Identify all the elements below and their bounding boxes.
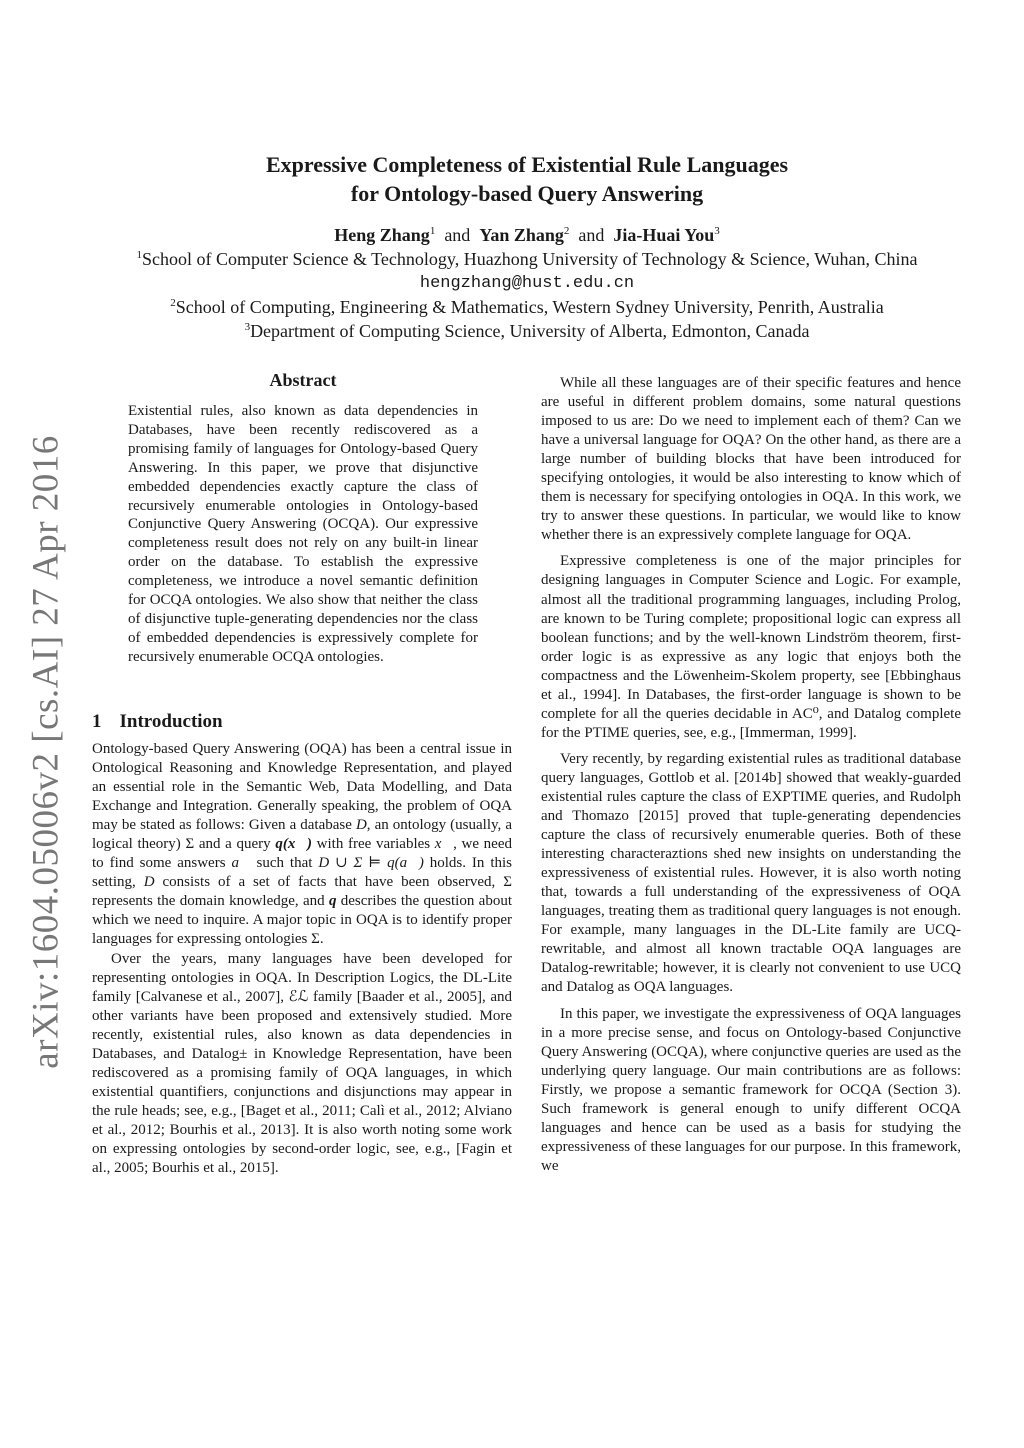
intro-paragraph-3: While all these languages are of their specific features and hence are useful in different problem domains, some natural questions imposed to us are: Do we need to implement each of them? Can we have a universal language for OQA? On the other hand, as there are a large number of building blocks that have been introduced for specifying ontologies, it would be also interesting to know which of them is necessary for specifying ontologies in OQA. In this work, we try to answer these questions. In particular, we would like to know whether there is an expressively complete language for OQA. xyxy=(541,375,961,544)
affil-text: Department of Computing Science, University of Alberta, Edmonton, Canada xyxy=(250,321,810,341)
author-separator: and xyxy=(444,225,471,245)
section-heading xyxy=(92,711,241,733)
affil-mark: 2 xyxy=(170,297,176,309)
author-name: Jia-Huai You xyxy=(613,225,715,245)
intro-paragraph-2: Over the years, many languages have been developed for representing ontologies in OQA. In Description Logics, the DL-Lite family [Calvanese et al., 2007], ℰℒ family [Baader et al., 2005], and other variants have been proposed and extensively studied. More recently, existential rules, also known as data dependencies in Databases, and Datalog± in Knowledge Representation, have been rediscovered as a promising family of OQA languages, in which existential quantifiers, conjunctions and disjunctions may appear in the rule heads; see, e.g., [Baget et al., 2011; Calì et al., 2012; Alviano et al., 2012; Bourhis et al., 2013]. It is also worth noting some work on expressing ontologies by second-order logic, see, e.g., [Fagin et al., 2005; Bourhis et al., 2015]. xyxy=(92,950,512,1177)
affil-mark: 1 xyxy=(136,249,143,261)
intro-paragraph-1: Ontology-based Query Answering (OQA) has been a central issue in Ontological Reasoning and Knowledge Representation, and played an essential role in the Semantic Web, Data Modelling, and Data Exchange and Integration. Generally speaking, the problem of OQA may be stated as follows: Given a database D, an ontology (usually, a logical theory) Σ and a query q(x⃗) with free variables x⃗, we need to find some answers a⃗ such that D ∪ Σ ⊨ q(a⃗) holds. In this setting, D consists of a set of facts that have been observed, Σ represents the domain knowledge, and q describes the question about which we need to inquire. A major topic in OQA is to identify proper languages for expressing ontologies Σ. xyxy=(92,741,513,948)
author-list xyxy=(0,222,1024,248)
section-title: Introduction xyxy=(119,711,223,732)
affil-mark: 3 xyxy=(244,321,251,333)
abstract-heading: Abstract xyxy=(269,370,337,390)
section-number: 1 xyxy=(92,711,102,732)
abstract-body: Existential rules, also known as data dependencies in Databases, have been recently rediscovered as a promising family of languages for Ontology-based Query Answering. In this paper, we prove that disjunctive embedded dependencies exactly capture the class of recursively enumerable ontologies in Ontology-based Conjunctive Query Answering (OCQA). Our expressive completeness result does not rely on any built-in linear order on the database. To establish the expressive completeness, we introduce a novel semantic definition for OCQA ontologies. We also show that neither the class of disjunctive tuple-generating dependencies nor the class of embedded dependencies is expressively complete for recursively enumerable OCQA ontologies. xyxy=(128,403,478,665)
author-name: Yan Zhang xyxy=(479,225,564,245)
affiliation-2 xyxy=(0,295,1024,319)
paper-title-line1: Expressive Completeness of Existential Rule Languages xyxy=(265,152,789,177)
affil-text: School of Computing, Engineering & Mathematics, Western Sydney University, Penrith, Australia xyxy=(175,297,884,317)
author-name: Heng Zhang xyxy=(334,225,430,245)
affiliation-1 xyxy=(0,247,1024,271)
author-affil-mark: 2 xyxy=(563,225,570,237)
right-column xyxy=(541,374,961,1176)
affil-text: School of Computer Science & Technology, Huazhong University of Technology & Science, Wuhan, China xyxy=(142,249,918,269)
author-email[interactable]: hengzhang@hust.edu.cn xyxy=(419,274,635,293)
intro-paragraph-5: Very recently, by regarding existential rules as traditional database query languages, Gottlob et al. [2014b] showed that weakly-guarded existential rules capture the class of EXPTIME queries, and Rudolph and Thomazo [2015] proved that tuple-generating dependencies capture the class of recursively enumerable queries. Both of these interesting characteraztions shed new insights on understanding the expressiveness of existential rules. However, it is also worth noting that, towards a full understanding of the expressiveness of OQA languages, treating them as traditional query languages is not enough. For example, many languages in the DL-Lite family are UCQ-rewritable, and almost all known tractable OQA languages are Datalog-rewritable; however, it is clearly not convenient to use UCQ and Datalog as OQA languages. xyxy=(541,750,961,996)
intro-paragraph-6: In this paper, we investigate the expressiveness of OQA languages in a more precise sense, and focus on Ontology-based Conjunctive Query Answering (OCQA), where conjunctive queries are used as the underlying query language. Our main contributions are as follows: Firstly, we propose a semantic framework for OCQA (Section 3). Such framework is general enough to unify different OCQA languages and hence can be used as a basis for studying the expressiveness of these languages for our purpose. In this framework, we xyxy=(541,1005,961,1174)
intro-paragraph-4: Expressive completeness is one of the major principles for designing languages in Computer Science and Logic. For example, almost all the traditional programming languages, including Prolog, are known to be Turing complete; propositional logic can express all boolean functions; and by the well-known Lindström theorem, first-order logic is as expressive as any logic that enjoys both the compactness and the Löwenheim-Skolem property, see [Ebbinghaus et al., 1994]. In Databases, the first-order language is shown to be complete for all the queries decidable in AC⁰, and Datalog complete for the PTIME queries, see, e.g., [Immerman, 1999]. xyxy=(541,553,961,741)
left-column xyxy=(92,740,512,1178)
affiliation-3 xyxy=(0,319,1024,343)
author-affil-mark: 1 xyxy=(429,225,436,237)
author-separator: and xyxy=(578,225,605,245)
paper-title-line2: for Ontology-based Query Answering xyxy=(350,181,704,206)
arxiv-stamp: arXiv:1604.05006v2 [cs.AI] 27 Apr 2016 xyxy=(25,435,67,1069)
author-affil-mark: 3 xyxy=(714,225,720,237)
